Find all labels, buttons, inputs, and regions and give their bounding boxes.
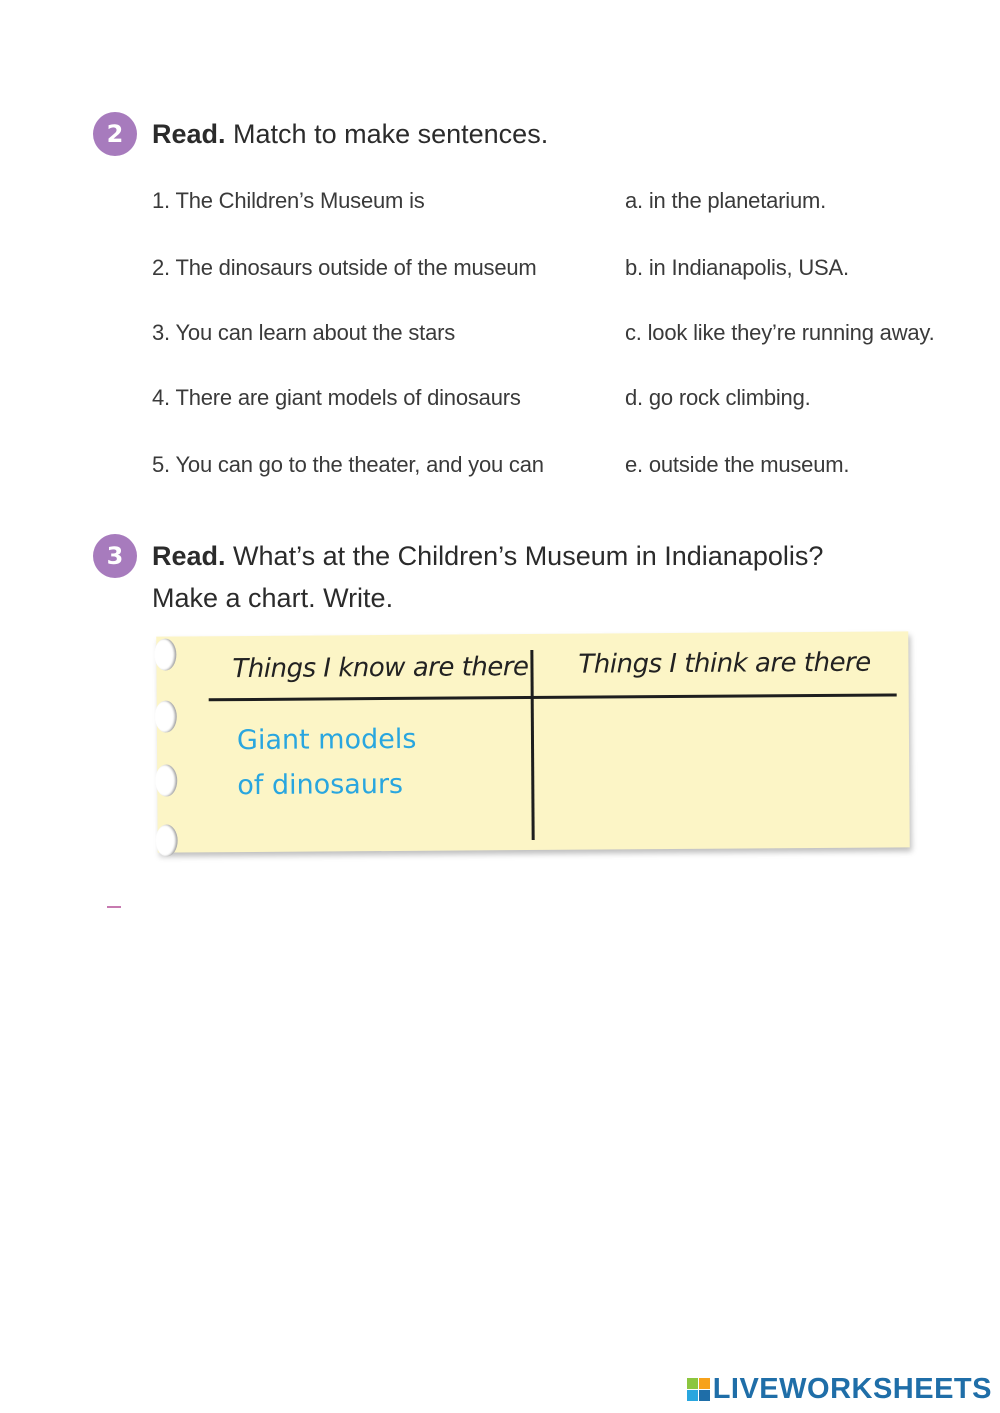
match-right-d: d. go rock climbing. bbox=[625, 385, 811, 410]
chart-col2-header: Things I think are there bbox=[578, 647, 871, 680]
match-left-4: 4. There are giant models of dinosaurs bbox=[152, 385, 521, 410]
chart-column-divider bbox=[530, 650, 534, 840]
note-hole-2 bbox=[155, 700, 177, 732]
chart-header-divider bbox=[209, 693, 897, 701]
match-right-b: b. in Indianapolis, USA. bbox=[625, 255, 849, 280]
chart-answer bbox=[237, 717, 417, 808]
exercise-3-bold-label: Read. bbox=[152, 541, 226, 571]
match-left-2: 2. The dinosaurs outside of the museum bbox=[152, 255, 537, 280]
exercise-3-line-2: Make a chart. Write. bbox=[152, 583, 394, 613]
exercise-3-line-1 bbox=[152, 535, 823, 577]
exercise-2-heading bbox=[152, 113, 548, 155]
match-right-a: a. in the planetarium. bbox=[625, 188, 827, 213]
match-left-1: 1. The Children’s Museum is bbox=[152, 188, 425, 213]
note-hole-4 bbox=[156, 824, 178, 856]
exercise-2-instruction: Match to make sentences. bbox=[233, 119, 549, 149]
brand-logo-icon bbox=[687, 1378, 710, 1401]
chart-answer-line-2: of dinosaurs bbox=[237, 768, 404, 802]
note-hole-1 bbox=[154, 638, 176, 670]
exercise-3-instruction: What’s at the Children’s Museum in Indianapolis? bbox=[233, 541, 824, 571]
exercise-2-bold-label: Read. bbox=[152, 119, 226, 149]
stray-mark bbox=[107, 906, 121, 908]
chart-col1-header: Things I know are there bbox=[232, 652, 529, 685]
note-hole-3 bbox=[155, 764, 177, 796]
match-right-e: e. outside the museum. bbox=[625, 452, 850, 477]
exercise-3-heading bbox=[152, 535, 823, 619]
match-right-c: c. look like they’re running away. bbox=[625, 320, 935, 345]
match-left-3: 3. You can learn about the stars bbox=[152, 320, 456, 345]
brand-text: LIVEWORKSHEETS bbox=[712, 1373, 992, 1405]
exercise-3-badge: 3 bbox=[93, 534, 137, 578]
chart-note bbox=[156, 631, 909, 852]
chart-answer-line-1: Giant models bbox=[236, 723, 417, 757]
liveworksheets-brand bbox=[687, 1373, 992, 1406]
match-left-5: 5. You can go to the theater, and you can bbox=[152, 452, 544, 477]
exercise-2-badge: 2 bbox=[93, 112, 137, 156]
